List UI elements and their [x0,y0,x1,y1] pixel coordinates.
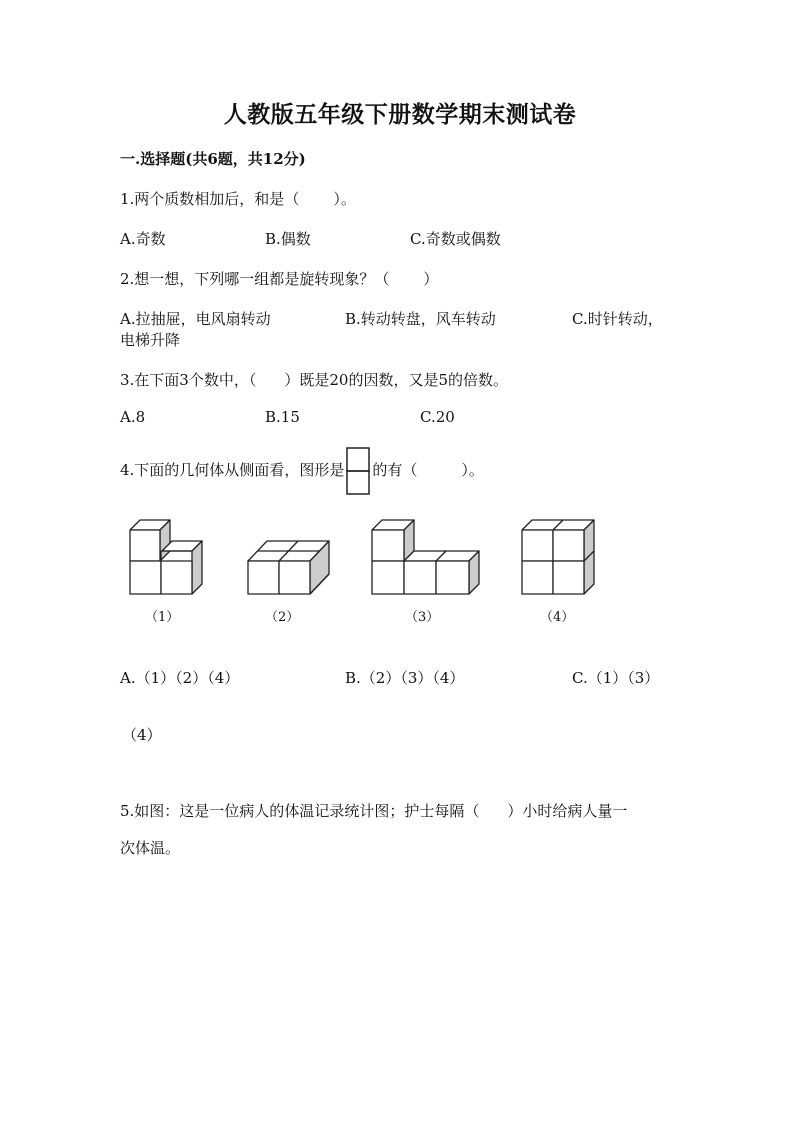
figure-2-label: （2） [265,610,300,625]
question-1 [120,188,356,209]
question-4-text-mid: 的有（ [372,461,418,479]
q2-option-c-wrap: 电梯升降 [120,331,181,349]
q2-option-a: A.拉抽屉，电风扇转动 [120,310,271,328]
question-5-text: 5.如图：这是一位病人的体温记录统计图；护士每隔（ [120,802,480,820]
q4-option-c-wrap: （4） [122,726,162,744]
q1-option-a: A.奇数 [120,230,166,248]
question-5-text-mid: ）小时给病人量一 [507,802,628,820]
figure-3-label: （3） [405,610,440,625]
question-2-text: 2.想一想，下列哪一组都是旋转现象？（ [120,270,390,288]
figure-3-cubes [372,520,479,594]
q3-option-c: C.20 [420,408,455,426]
question-3-text-end: ）既是20的因数，又是5的倍数。 [284,371,508,389]
figure-1-cubes [130,520,202,594]
question-4-text-end: ）。 [461,461,484,479]
q1-option-c: C.奇数或偶数 [410,230,501,248]
q4-option-c: C.（1）（3） [572,669,660,687]
figure-4-label: （4） [540,610,575,625]
page-title: 人教版五年级下册数学期末测试卷 [223,101,577,128]
question-5-line-2: 次体温。 [120,839,181,857]
question-3 [120,369,508,390]
q4-option-b: B.（2）（3）（4） [345,669,465,687]
question-4 [120,446,484,495]
question-2 [120,268,438,289]
q1-option-b: B.偶数 [265,230,311,248]
question-1-text: 1.两个质数相加后，和是（ [120,190,300,208]
section-heading: 一.选择题(共6题，共12分) [120,150,306,168]
question-2-text-end: ） [423,270,439,288]
question-5 [120,800,627,821]
side-view-shape [346,447,370,495]
figure-2-cubes [248,541,329,594]
q3-option-a: A.8 [120,408,146,426]
q2-option-c: C.时针转动， [572,310,663,328]
question-4-text: 4.下面的几何体从侧面看，图形是 [120,461,345,479]
q4-option-a: A.（1）（2）（4） [120,669,240,687]
figure-1-label: （1） [145,610,180,625]
q3-option-b: B.15 [265,408,300,426]
figure-4-cubes [522,520,594,594]
question-1-text-end: ）。 [333,190,356,208]
q2-option-b: B.转动转盘，风车转动 [345,310,496,328]
q4-figures [118,510,618,605]
question-3-text: 3.在下面3个数中，（ [120,371,257,389]
